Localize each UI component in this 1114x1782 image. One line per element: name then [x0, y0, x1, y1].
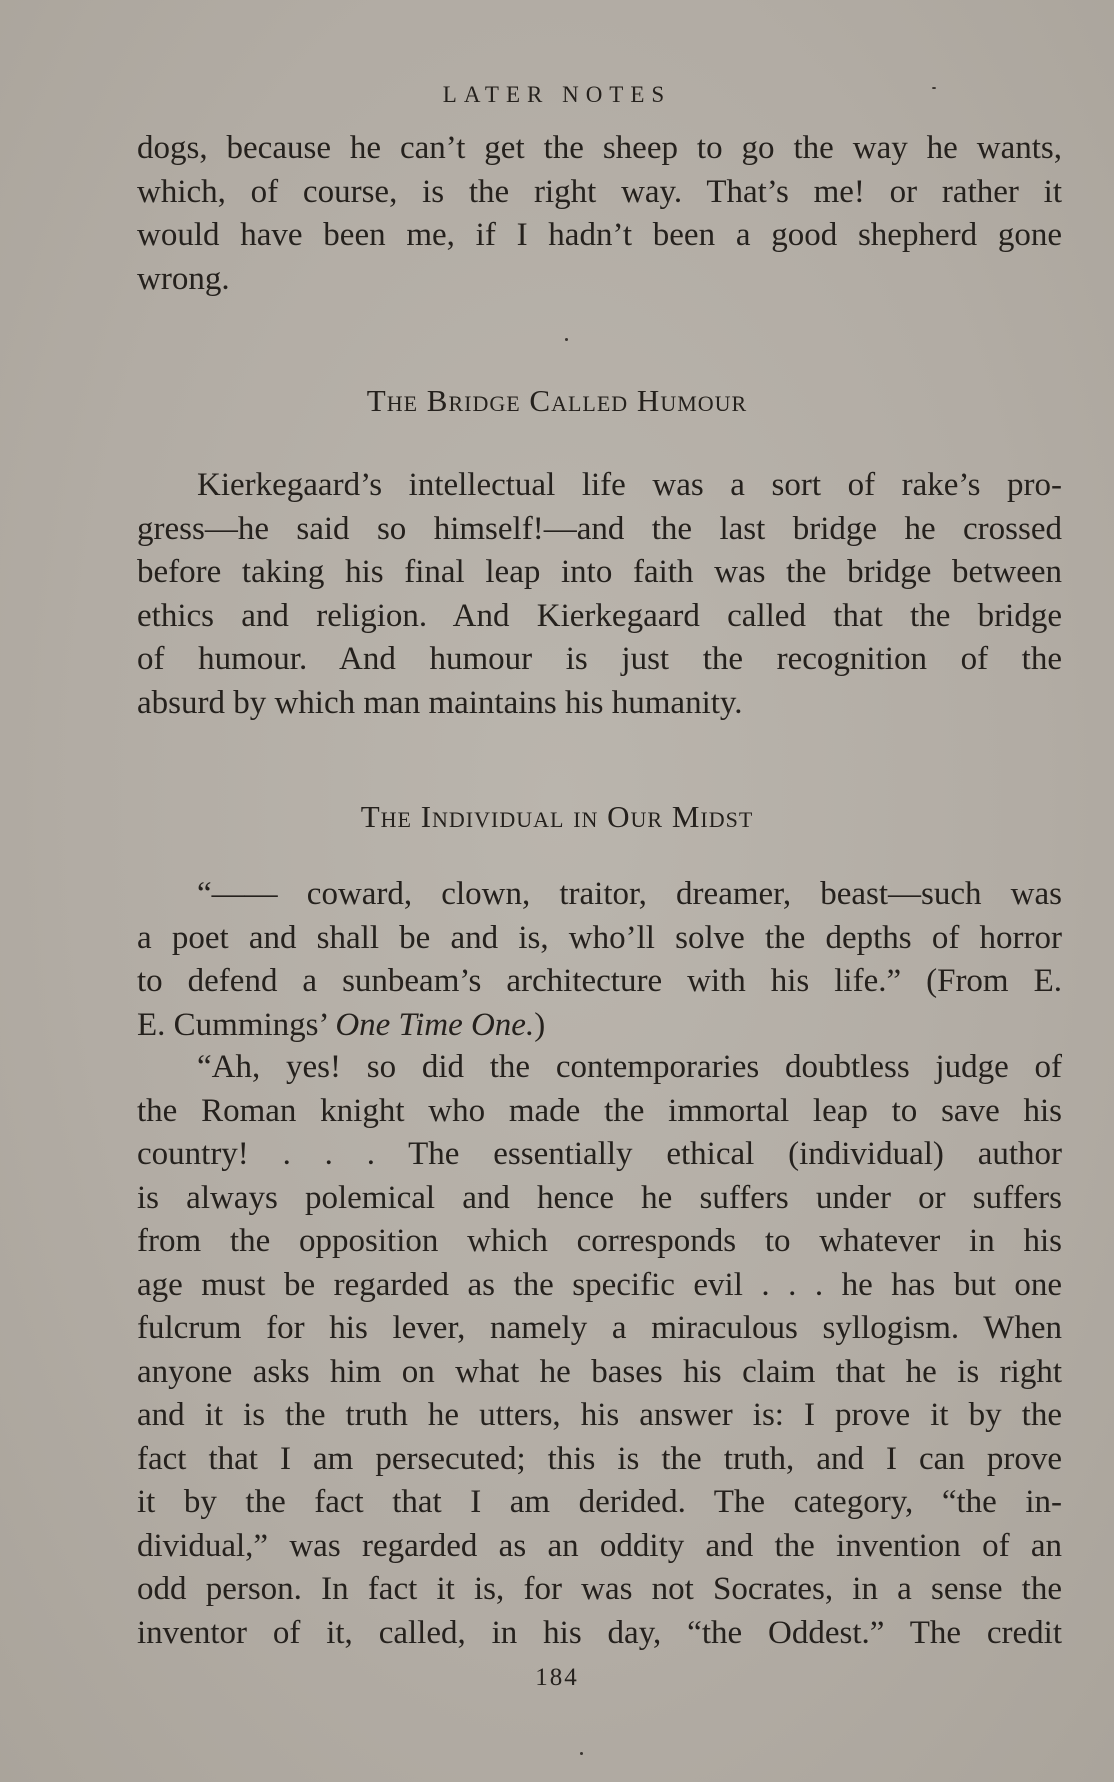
text-line: before taking his final leap into faith was the bridge between — [137, 554, 1062, 590]
text-line: it by the fact that I am derided. The category, “the in- — [137, 1484, 1062, 1520]
ink-speck — [932, 87, 936, 89]
running-head: LATER NOTES — [442, 82, 672, 107]
text-line: the Roman knight who made the immortal leap to save his — [137, 1092, 1062, 1129]
text-line: ethics and religion. And Kierkegaard called that the bridge — [137, 597, 1062, 634]
text-line: wrong. — [137, 260, 230, 297]
text-line: to defend a sunbeam’s architecture with his life.” (From E. — [137, 963, 1062, 999]
citation-author: E. Cummings’ — [137, 1006, 336, 1043]
text-line: fact that I am persecuted; this is the truth, and I can prove — [137, 1440, 1062, 1477]
text-line: fulcrum for his lever, namely a miraculous syllogism. When — [137, 1310, 1062, 1346]
page-number: 184 — [535, 1664, 579, 1691]
section-heading-bridge-called-humour: The Bridge Called Humour — [366, 383, 748, 418]
ink-speck — [565, 338, 568, 341]
text-line: which, of course, is the right way. That’s me! or rather it — [137, 173, 1062, 210]
section-individual-quote — [137, 873, 1062, 1047]
text-line: of humour. And humour is just the recognition of the — [137, 641, 1062, 677]
text-line: absurd by which man maintains his humanity. — [137, 684, 743, 721]
text-line: from the opposition which corresponds to whatever in his — [137, 1223, 1062, 1259]
text-line: and it is the truth he utters, his answer is: I prove it by the — [137, 1397, 1062, 1433]
text-line: is always polemical and hence he suffers under or suffers — [137, 1179, 1062, 1216]
text-line: Kierkegaard’s intellectual life was a sort of rake’s pro- — [197, 467, 1062, 503]
text-line: “—— coward, clown, traitor, dreamer, beast—such was — [197, 876, 1062, 912]
text-line: dogs, because he can’t get the sheep to go the way he wants, — [137, 130, 1062, 166]
text-line: odd person. In fact it is, for was not Socrates, in a sense the — [137, 1571, 1062, 1607]
text-line: inventor of it, called, in his day, “the Oddest.” The credit — [137, 1614, 1062, 1651]
text-line: anyone asks him on what he bases his claim that he is right — [137, 1353, 1062, 1390]
citation-title: One Time One. — [335, 1006, 535, 1043]
text-line: country! . . . The essentially ethical (individual) author — [137, 1136, 1062, 1172]
text-line — [137, 1004, 1062, 1048]
text-line: would have been me, if I hadn’t been a good shepherd gone — [137, 217, 1062, 253]
text-line: gress—he said so himself!—and the last bridge he crossed — [137, 510, 1062, 547]
intro-paragraph — [137, 127, 1062, 301]
ink-speck — [580, 1752, 583, 1755]
section-individual-paragraph — [137, 1046, 1062, 1655]
section-heading-individual-in-our-midst: The Individual in Our Midst — [360, 799, 754, 834]
section-bridge-paragraph — [137, 464, 1062, 725]
text-line: a poet and shall be and is, who’ll solve the depths of horror — [137, 919, 1062, 956]
text-line: age must be regarded as the specific evil . . . he has but one — [137, 1266, 1062, 1303]
citation-close: ) — [534, 1006, 546, 1043]
text-line: dividual,” was regarded as an oddity and the invention of an — [137, 1527, 1062, 1564]
text-line: “Ah, yes! so did the contemporaries doubtless judge of — [197, 1049, 1062, 1085]
